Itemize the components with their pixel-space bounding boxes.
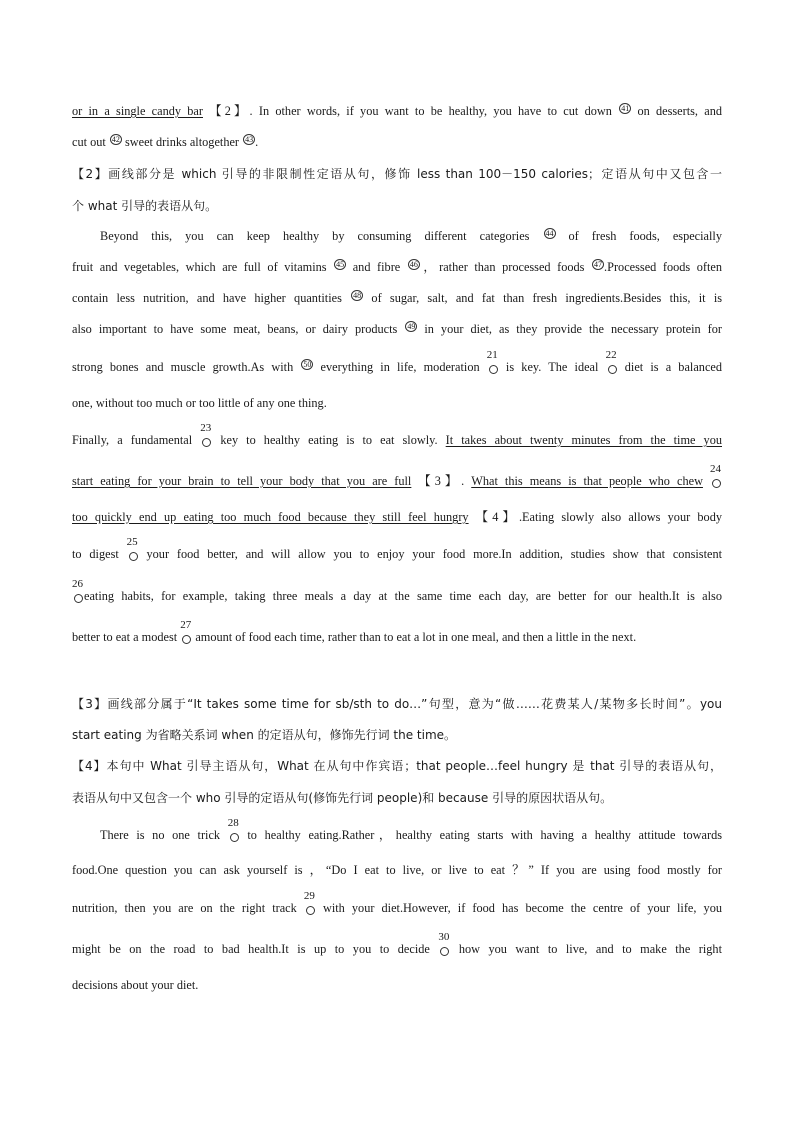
text-segment: how you want to live, and to make the right (450, 942, 722, 956)
text-segment: might be on the road to bad health.It is up to you to decide (72, 942, 430, 956)
text-line (72, 321, 722, 337)
text-segment: contain less nutrition, and have higher quantities (72, 291, 342, 305)
text-segment: diet is a balanced (617, 360, 723, 374)
text-segment: 【3】. (418, 474, 472, 488)
underlined-text: start eating for your brain to tell your body that you are full (72, 474, 412, 488)
text-segment: of fresh foods, especially (555, 229, 722, 243)
blank-number: 21 (486, 349, 498, 361)
annotation-line (72, 166, 722, 182)
text-line (72, 259, 722, 275)
text-line (72, 134, 722, 150)
blank-number: 26 (72, 578, 83, 590)
text-segment: 【2】画线部分是 which 引导的非限制性定语从句，修饰 less than 100－150 calories；定语从句中又包含一 (72, 167, 722, 181)
text-segment: strong bones and muscle growth.As with (72, 360, 294, 374)
circled-footnote-marker: 42 (111, 135, 120, 144)
text-line (100, 228, 722, 244)
text-segment: fruit and vegetables, which are full of vitamins (72, 260, 327, 274)
text-segment: Beyond this, you can keep healthy by consuming different categories (100, 229, 530, 243)
circled-footnote-marker: 45 (336, 260, 345, 269)
blank-number-marker (486, 349, 499, 375)
blank-number: 27 (180, 619, 192, 631)
circle-icon (74, 594, 83, 603)
circled-footnote-marker: 43 (245, 135, 254, 144)
text-segment: of sugar, salt, and fat than fresh ingredients.Besides this, it is (363, 291, 723, 305)
underlined-text: It takes about twenty minutes from the time you (445, 433, 722, 447)
circled-footnote-marker: 44 (545, 229, 554, 238)
text-segment: Finally, a fundamental (72, 433, 193, 447)
blank-number: 23 (200, 422, 212, 434)
circle-icon (202, 438, 211, 447)
text-segment: also important to have some meat, beans, or dairy products (72, 322, 398, 336)
text-line (72, 977, 722, 993)
text-segment: start eating 为省略关系词 when 的定语从句，修饰先行词 the time。 (72, 728, 457, 742)
text-segment: 【3】画线部分属于“It takes some time for sb/sth to do…”句型，意为“做……花费某人/某物多长时间”。you (72, 697, 722, 711)
text-line (72, 890, 722, 916)
text-segment: food.One question you can ask yourself is ，“Do I eat to live, or live to eat ？” If you are using food mostly for (72, 863, 722, 877)
blank-number: 25 (126, 536, 138, 548)
annotation-line (72, 198, 722, 214)
text-line (72, 931, 722, 957)
blank-number-marker (126, 536, 139, 562)
text-segment: in your diet, as they provide the necessary protein for (417, 322, 722, 336)
text-line (100, 817, 722, 843)
circled-footnote-marker: 47 (594, 260, 603, 269)
circled-footnote-marker: 46 (409, 260, 418, 269)
text-segment: 个 what 引导的表语从句。 (72, 199, 218, 213)
blank-number-marker (227, 817, 240, 843)
text-segment: 表语从句中又包含一个 who 引导的定语从句(修饰先行词 people)和 because 引导的原因状语从句。 (72, 791, 613, 805)
circle-icon (608, 365, 617, 374)
text-segment: 【2】. In other words, if you want to be healthy, you have to cut down (209, 104, 612, 118)
text-segment: one, without too much or too little of any one thing. (72, 396, 327, 410)
text-segment: cut out (72, 135, 106, 149)
underlined-text: or in a single candy bar (72, 104, 203, 118)
blank-number-marker (710, 463, 722, 489)
text-line (72, 578, 722, 604)
text-line (72, 536, 723, 562)
text-segment: amount of food each time, rather than to eat a lot in one meal, and then a little in the next. (192, 630, 637, 644)
text-line (72, 619, 722, 645)
text-line (72, 463, 722, 489)
text-segment: nutrition, then you are on the right track (72, 901, 297, 915)
annotation-line (72, 727, 722, 743)
text-segment: is key. The ideal (498, 360, 599, 374)
text-line (72, 349, 723, 375)
text-segment: with your diet.However, if food has become the centre of your life, you (315, 901, 722, 915)
circle-icon (129, 552, 138, 561)
text-segment: on desserts, and (631, 104, 723, 118)
text-segment: your food better, and will allow you to enjoy your food more.In addition, studies show that consistent (138, 547, 723, 561)
text-segment: everything in life, moderation (313, 360, 480, 374)
circle-icon (230, 833, 239, 842)
blank-number: 24 (710, 463, 722, 475)
text-segment: . (255, 135, 259, 149)
text-line (72, 290, 722, 306)
text-segment: to healthy eating.Rather，healthy eating starts with having a healthy attitude towards (239, 828, 722, 842)
text-segment: and fibre (346, 260, 401, 274)
annotation-line (72, 758, 722, 774)
blank-number-marker (200, 422, 212, 448)
text-segment: eating habits, for example, taking three meals a day at the same time each day, are better for our health.It is also (84, 589, 722, 603)
blank-number-marker (605, 349, 618, 375)
text-segment: 【4】本句中 What 引导主语从句，What 在从句中作宾语；that people…feel hungry 是 that 引导的表语从句， (72, 759, 722, 773)
text-line (72, 422, 722, 448)
circle-icon (489, 365, 498, 374)
circled-footnote-marker: 48 (353, 291, 362, 300)
circled-footnote-marker: 49 (407, 322, 416, 331)
blank-number-marker (180, 619, 192, 645)
blank-number: 30 (438, 931, 450, 943)
blank-number: 28 (227, 817, 239, 829)
text-segment: to digest (72, 547, 119, 561)
text-segment: better to eat a modest (72, 630, 178, 644)
text-segment: sweet drinks altogether (121, 135, 240, 149)
underlined-text: too quickly end up eating too much food because they still feel hungry (72, 510, 469, 524)
blank-number-marker (72, 578, 84, 604)
text-line (72, 103, 722, 119)
text-segment: decisions about your diet. (72, 978, 199, 992)
circle-icon (306, 906, 315, 915)
annotation-line (72, 696, 722, 712)
text-line (72, 862, 722, 878)
blank-number-marker (303, 890, 316, 916)
circle-icon (440, 947, 449, 956)
circle-icon (182, 635, 191, 644)
text-segment: 【4】.Eating slowly also allows your body (475, 510, 722, 524)
text-segment: There is no one trick (100, 828, 221, 842)
blank-number: 22 (605, 349, 617, 361)
underlined-text: What this means is that people who chew (471, 474, 703, 488)
circled-footnote-marker: 50 (303, 360, 312, 369)
text-line (72, 395, 722, 411)
text-segment: ，rather than processed foods (419, 260, 585, 274)
blank-number: 29 (303, 890, 315, 902)
circled-footnote-marker: 41 (621, 104, 630, 113)
text-segment: .Processed foods often (604, 260, 723, 274)
annotation-line (72, 790, 722, 806)
text-line (72, 509, 722, 525)
blank-number-marker (438, 931, 450, 957)
circle-icon (712, 479, 721, 488)
text-segment: key to healthy eating is to eat slowly. (212, 433, 438, 447)
